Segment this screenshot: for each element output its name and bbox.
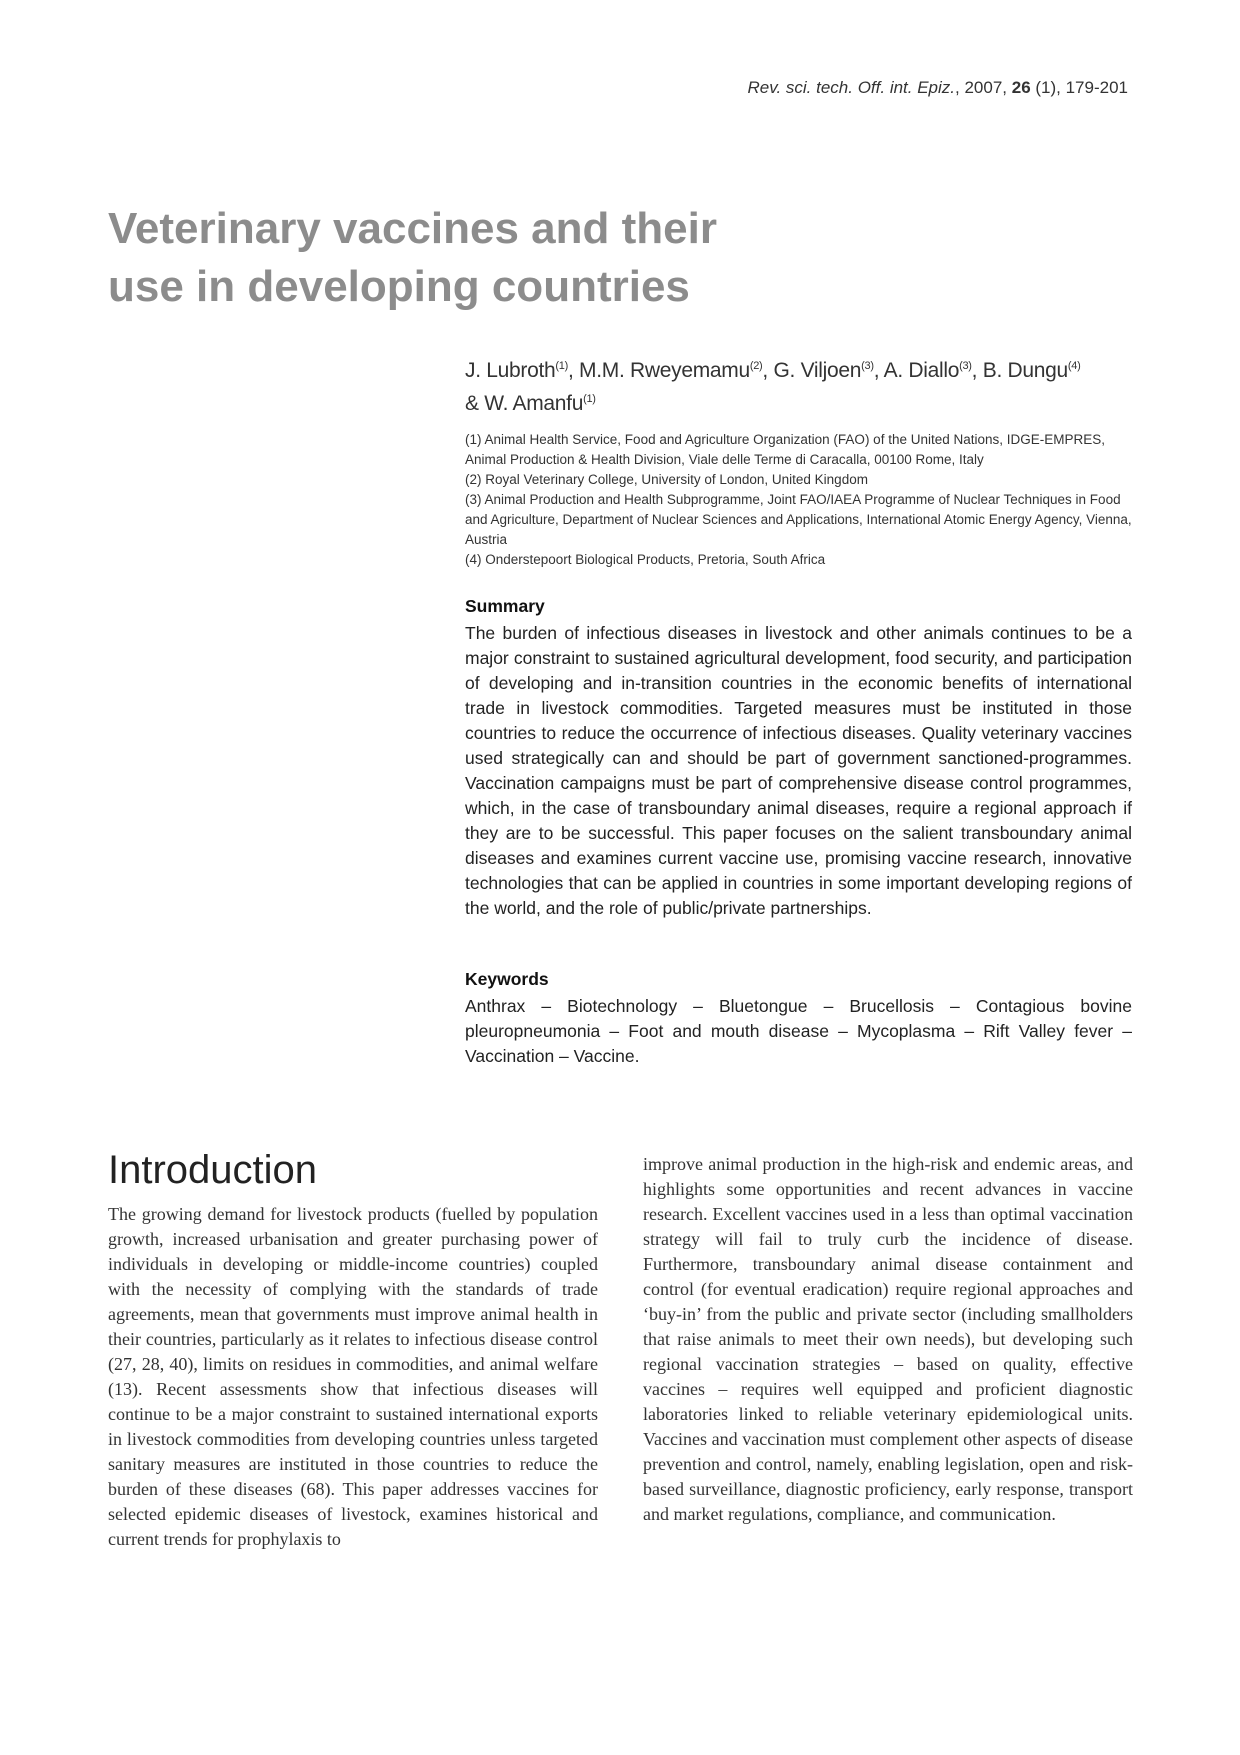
affiliation-item: (4) Onderstepoort Biological Products, Pretoria, South Africa (465, 552, 826, 567)
article-title (108, 200, 808, 316)
header-issue-pages: (1), 179-201 (1030, 78, 1128, 97)
author-list (465, 352, 1132, 418)
author-name: M.M. Rweyemamu (579, 359, 750, 382)
title-line-1: Veterinary vaccines and their (108, 204, 717, 253)
introduction-heading: Introduction (108, 1148, 318, 1192)
journal-name: Rev. sci. tech. Off. int. Epiz. (747, 78, 956, 97)
author-affil-ref: (4) (1067, 360, 1081, 372)
header-year: , 2007, (955, 78, 1012, 97)
author-affil-ref: (3) (959, 360, 972, 372)
title-line-2: use in developing countries (108, 262, 690, 311)
author-affil-ref: (1) (583, 393, 596, 405)
author-affil-ref: (1) (555, 360, 568, 372)
header-volume: 26 (1011, 78, 1031, 97)
body-column-right: improve animal production in the high-risk and endemic areas, and highlights some opportunities and recent advances in vaccine research. Excellent vaccines used in a less than optimal vaccination strategy will fail to truly curb the incidence of disease. Furthermore, transboundary animal disease containment and control (for eventual eradication) require regional approaches and ‘buy-in’ from the public and private sector (including smallholders that raise animals to meet their own needs), but developing such regional vaccination strategies – based on quality, effective vaccines – requires well equipped and proficient diagnostic laboratories linked to reliable veterinary epidemiological units. Vaccines and vaccination must complement other aspects of disease prevention and control, namely, enabling legislation, open and risk-based surveillance, diagnostic proficiency, early response, transport and market regulations, compliance, and communication. (643, 1154, 1133, 1524)
running-header (747, 78, 1128, 98)
author-name: B. Dungu (982, 359, 1068, 382)
keywords-heading: Keywords (465, 969, 549, 989)
author-sep: , (567, 359, 580, 382)
keywords-section (465, 967, 1132, 1069)
affiliation-list (465, 430, 1132, 570)
body-column-left: The growing demand for livestock products (fuelled by population growth, increased urbanisation and greater purchasing power of individuals in developing or middle-income countries) coupled with the necessity of complying with the standards of trade agreements, mean that governments must improve animal health in their countries, particularly as it relates to infectious disease control (27, 28, 40), limits on residues in commodities, and animal welfare (13). Recent assessments show that infectious diseases will continue to be a major constraint to sustained international exports in livestock commodities from developing countries unless targeted sanitary measures are instituted in those countries to reduce the burden of these diseases (68). This paper addresses vaccines for selected epidemic diseases of livestock, examines historical and current trends for prophylaxis to (108, 1204, 598, 1549)
summary-heading: Summary (465, 596, 545, 616)
author-name: & W. Amanfu (465, 392, 584, 415)
affiliation-item: (2) Royal Veterinary College, University of London, United Kingdom (465, 472, 868, 487)
summary-section (465, 594, 1132, 921)
affiliation-item: (1) Animal Health Service, Food and Agriculture Organization (FAO) of the United Nations, IDGE-EMPRES, Animal Production & Health Division, Viale delle Terme di Caracalla, 00100 Rome, Italy (465, 432, 1106, 467)
summary-text: The burden of infectious diseases in livestock and other animals continues to be a major constraint to sustained agricultural development, food security, and participation of developing and in-transition countries in the economic benefits of international trade in livestock commodities. Targeted measures must be instituted in those countries to reduce the occurrence of infectious diseases. Quality veterinary vaccines used strategically can and should be part of government sanctioned-programmes. Vaccination campaigns must be part of comprehensive disease control programmes, which, in the case of transboundary animal diseases, require a regional approach if they are to be successful. This paper focuses on the salient transboundary animal diseases and examines current vaccine use, promising vaccine research, innovative technologies that can be applied in countries in some important developing regions of the world, and the role of public/private partnerships. (465, 623, 1132, 918)
author-name: A. Diallo (883, 359, 960, 382)
author-sep: , (873, 359, 884, 382)
author-name: J. Lubroth (465, 359, 556, 382)
author-sep: , (971, 359, 983, 382)
keywords-text: Anthrax – Biotechnology – Bluetongue – Brucellosis – Contagious bovine pleuropneumonia – Foot and mouth disease – Mycoplasma – Rift Valley fever – Vaccination – Vaccine. (465, 996, 1132, 1066)
author-affil-ref: (2) (749, 360, 763, 372)
author-name: G. Viljoen (773, 359, 862, 382)
affiliation-item: (3) Animal Production and Health Subprogramme, Joint FAO/IAEA Programme of Nuclear Techniques in Food and Agriculture, Department of Nuclear Sciences and Applications, International Atomic Energy Agency, Vienna, Austria (465, 492, 1132, 547)
author-sep: , (762, 359, 774, 382)
author-affil-ref: (3) (861, 360, 874, 372)
